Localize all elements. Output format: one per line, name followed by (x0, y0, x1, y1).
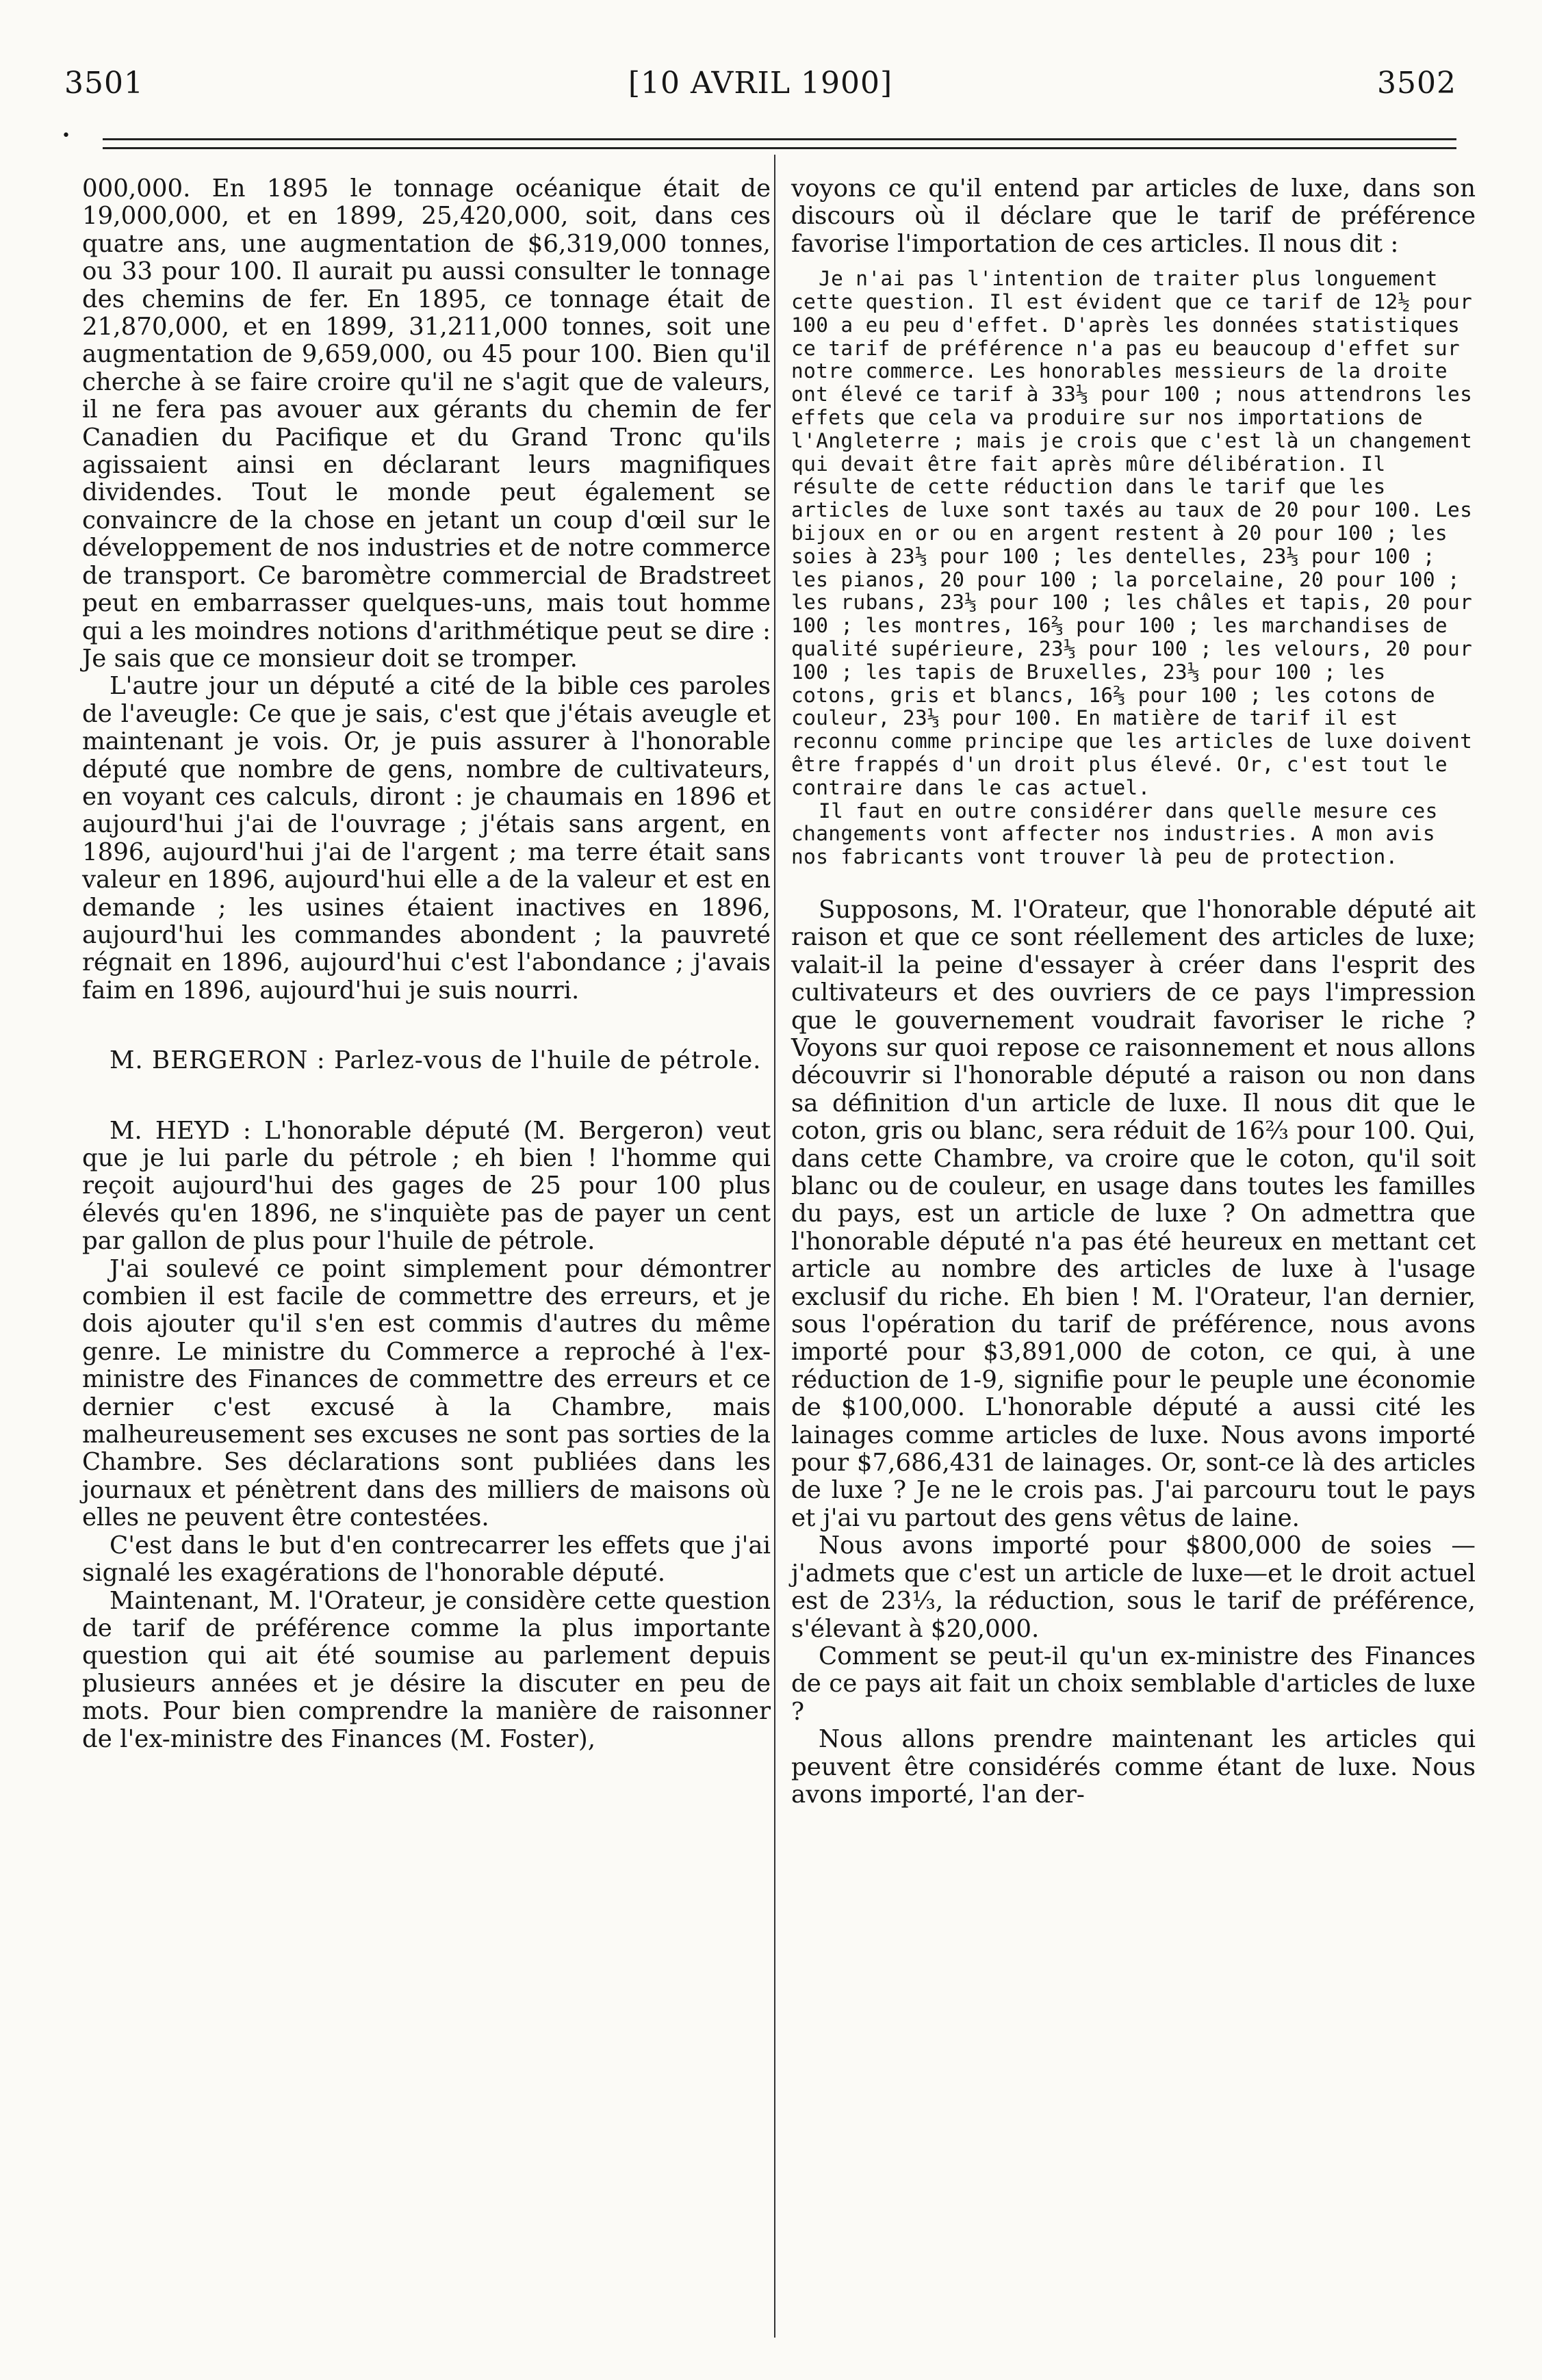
bullet-mark: • (62, 127, 70, 144)
header-date: [10 AVRIL 1900] (628, 66, 893, 101)
paragraph: voyons ce qu'il entend par articles de luxe, dans son discours où il déclare que le tarif de préférence favorise l'importation de ces articles. Il nous dit : (791, 174, 1476, 258)
header-rule-top (103, 138, 1456, 140)
page-number-left: 3501 (64, 66, 144, 101)
page-header (64, 66, 1456, 114)
right-column (791, 175, 1476, 1809)
speaker-line: M. BERGERON : Parlez-vous de l'huile de pétrole. (110, 1046, 762, 1075)
paragraph: Nous allons prendre maintenant les articles qui peuvent être considérés comme étant de luxe. Nous avons importé, l'an der- (791, 1725, 1476, 1809)
paragraph: Supposons, M. l'Orateur, que l'honorable député ait raison et que ce sont réellement des articles de luxe; valait-il la peine d'essayer à créer dans l'esprit des cultivateurs et des ouvriers de ce pays l'impression que le gouvernement voudrait favoriser le riche ? Voyons sur quoi repose ce raisonnement et nous allons découvrir si l'honorable député a raison ou non dans sa définition d'un article de luxe. Il nous dit que le coton, gris ou blanc, sera réduit de 16⅔ pour 100. Qui, dans cette Chambre, va croire que le coton, qu'il soit blanc ou de couleur, en usage dans toutes les familles du pays, est un article de luxe ? On admettra que l'honorable député n'a pas été heureux en mettant cet article au nombre des articles de luxe à l'usage exclusif du riche. Eh bien ! M. l'Orateur, l'an dernier, sous l'opération du tarif de préférence, nous avons importé pour $3,891,000 de coton, ce qui, à une réduction de 1-9, signifie pour le peuple une économie de $100,000. L'honorable député a aussi cité les lainages comme articles de luxe. Nous avons importé pour $7,686,431 de lainages. Or, sont-ce là des articles de luxe ? Je ne le crois pas. J'ai parcouru tout le pays et j'ai vu partout des gens vêtus de laine. (791, 895, 1476, 1532)
paragraph: Maintenant, M. l'Orateur, je considère cette question de tarif de préférence comme la plus importante question qui ait été soumise au parlement depuis plusieurs années et je désire la discuter en peu de mots. Pour bien comprendre la manière de raisonner de l'ex-ministre des Finances (M. Foster), (82, 1586, 771, 1753)
paragraph: J'ai soulevé ce point simplement pour démontrer combien il est facile de commettre des erreurs, et je dois ajouter qu'il s'en est commis d'autres du même genre. Le ministre du Commerce a reproché à l'ex-ministre des Finances de commettre des erreurs et ce dernier c'est excusé à la Chambre, mais malheureusement ses excuses ne sont pas sorties de la Chambre. Ses déclarations sont publiées dans les journaux et pénètrent dans des milliers de maisons où elles ne peuvent être contestées. (82, 1254, 771, 1532)
paragraph: Nous avons importé pour $800,000 de soies —j'admets que c'est un article de luxe—et le droit actuel est de 23⅓, la réduction, sous le tarif de préférence, s'élevant à $20,000. (791, 1531, 1476, 1643)
header-rule-bottom (103, 147, 1456, 149)
quoted-text: Il faut en outre considérer dans quelle mesure ces changements vont affecter nos industries. A mon avis nos fabricants vont trouver là peu de protection. (791, 799, 1438, 869)
paragraph: L'autre jour un député a cité de la bible ces paroles de l'aveugle: Ce que je sais, c'est que j'étais aveugle et maintenant je vois. Or, je puis assurer à l'honorable député que nombre de gens, nombre de cultivateurs, en voyant ces calculs, diront : je chaumais en 1896 et aujourd'hui j'ai de l'ouvrage ; j'étais sans argent, en 1896, aujourd'hui j'ai de l'argent ; ma terre était sans valeur en 1896, aujourd'hui elle a de la valeur et est en demande ; les usines étaient inactives en 1896, aujourd'hui les commandes abondent ; la pauvreté régnait en 1896, aujourd'hui c'est l'abondance ; j'avais faim en 1896, aujourd'hui je suis nourri. (82, 672, 771, 1005)
paragraph: M. HEYD : L'honorable député (M. Bergeron) veut que je lui parle du pétrole ; eh bien ! l'homme qui reçoit aujourd'hui des gages de 25 pour 100 plus élevés qu'en 1896, ne s'inquiète pas de payer un cent par gallon de plus pour l'huile de pétrole. (82, 1116, 771, 1256)
page-number-right: 3502 (1377, 66, 1456, 101)
paragraph: 000,000. En 1895 le tonnage océanique était de 19,000,000, et en 1899, 25,420,000, soit, dans ces quatre ans, une augmentation de $6,319,000 tonnes, ou 33 pour 100. Il aurait pu aussi consulter le tonnage des chemins de fer. En 1895, ce tonnage était de 21,870,000, et en 1899, 31,211,000 tonnes, soit une augmentation de 9,659,000, ou 45 pour 100. Bien qu'il cherche à se faire croire qu'il ne s'agit que de valeurs, il ne fera pas avouer aux gérants du chemin de fer Canadien du Pacifique et du Grand Tronc qu'ils agissaient ainsi en déclarant leurs magnifiques dividendes. Tout le monde peut également se convaincre de la chose en jetant un coup d'œil sur le développement de nos industries et de notre commerce de transport. Ce baromètre commercial de Bradstreet peut en embarrasser quelques-uns, mais tout homme qui a les moindres notions d'arithmétique peut se dire : Je sais que ce monsieur doit se tromper. (82, 174, 771, 673)
paragraph: C'est dans le but d'en contrecarrer les effets que j'ai signalé les exagérations de l'honorable député. (82, 1531, 771, 1588)
column-divider (774, 155, 775, 2338)
left-column (82, 175, 771, 1753)
paragraph: Comment se peut-il qu'un ex-ministre des Finances de ce pays ait fait un choix semblable d'articles de luxe ? (791, 1642, 1476, 1726)
quoted-text: Je n'ai pas l'intention de traiter plus longuement cette question. Il est évident que ce tarif de 12½ pour 100 a eu peu d'effet. D'après les données statistiques ce tarif de préférence n'a pas eu beaucoup d'effet sur notre commerce. Les honorables messieurs de la droite ont élevé ce tarif à 33⅓ pour 100 ; nous attendrons les effets que cela va produire sur nos importations de l'Angleterre ; mais je crois que c'est là un changement qui devait être fait après mûre délibération. Il résulte de cette réduction dans le tarif que les articles de luxe sont taxés au taux de 20 pour 100. Les bijoux en or ou en argent restent à 20 pour 100 ; les soies à 23⅓ pour 100 ; les dentelles, 23⅓ pour 100 ; les pianos, 20 pour 100 ; la porcelaine, 20 pour 100 ; les rubans, 23⅓ pour 100 ; les châles et tapis, 20 pour 100 ; les montres, 16⅔ pour 100 ; les marchandises de qualité supérieure, 23⅓ pour 100 ; les velours, 20 pour 100 ; les tapis de Bruxelles, 23⅓ pour 100 ; les cotons, gris et blancs, 16⅔ pour 100 ; les cotons de couleur, 23⅓ pour 100. En matière de tarif il est reconnu comme principe que les articles de luxe doivent être frappés d'un droit plus élevé. Or, c'est tout le contraire dans le cas actuel. (791, 267, 1473, 799)
